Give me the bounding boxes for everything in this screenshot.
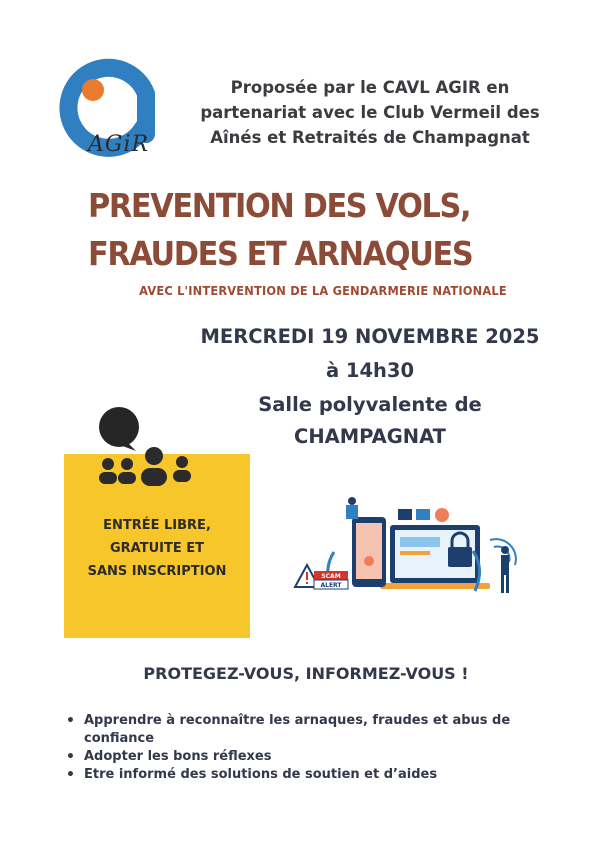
intro-line: Aînés et Retraités de Champagnat	[210, 128, 530, 147]
title-line: PREVENTION DES VOLS,	[88, 186, 471, 225]
main-title	[88, 182, 530, 278]
scam-label: SCAM	[321, 573, 341, 580]
alert-label: ALERT	[320, 582, 342, 589]
entry-line: GRATUITE ET	[109, 541, 204, 556]
entry-line: SANS INSCRIPTION	[87, 564, 227, 579]
list-item: • Apprendre à reconnaître les arnaques, fraudes et abus de confiance	[66, 712, 566, 748]
event-time: à 14h30	[325, 359, 415, 382]
protect-heading: PROTEGEZ-VOUS, INFORMEZ-VOUS !	[143, 664, 469, 683]
event-venue: Salle polyvalente de	[258, 393, 482, 416]
online-scam-illustration	[280, 495, 530, 605]
intro-line: partenariat avec le Club Vermeil des	[200, 103, 540, 122]
advice-list	[66, 712, 566, 784]
event-date: MERCREDI 19 NOVEMBRE 2025	[200, 325, 540, 348]
list-item: • Etre informé des solutions de soutien et d’aides	[66, 766, 566, 784]
people-icon	[96, 442, 196, 488]
intro-text	[175, 75, 565, 150]
subtitle: AVEC L'INTERVENTION DE LA GENDARMERIE NATIONALE	[139, 284, 507, 298]
entry-box-text	[64, 514, 250, 583]
logo-text: AGiR	[88, 132, 150, 157]
list-item: • Adopter les bons réflexes	[66, 748, 566, 766]
entry-line: ENTRÉE LIBRE,	[103, 518, 211, 533]
event-city: CHAMPAGNAT	[294, 425, 446, 448]
title-line: FRAUDES ET ARNAQUES	[88, 234, 473, 273]
agir-logo	[48, 42, 168, 167]
intro-line: Proposée par le CAVL AGIR en	[230, 78, 510, 97]
